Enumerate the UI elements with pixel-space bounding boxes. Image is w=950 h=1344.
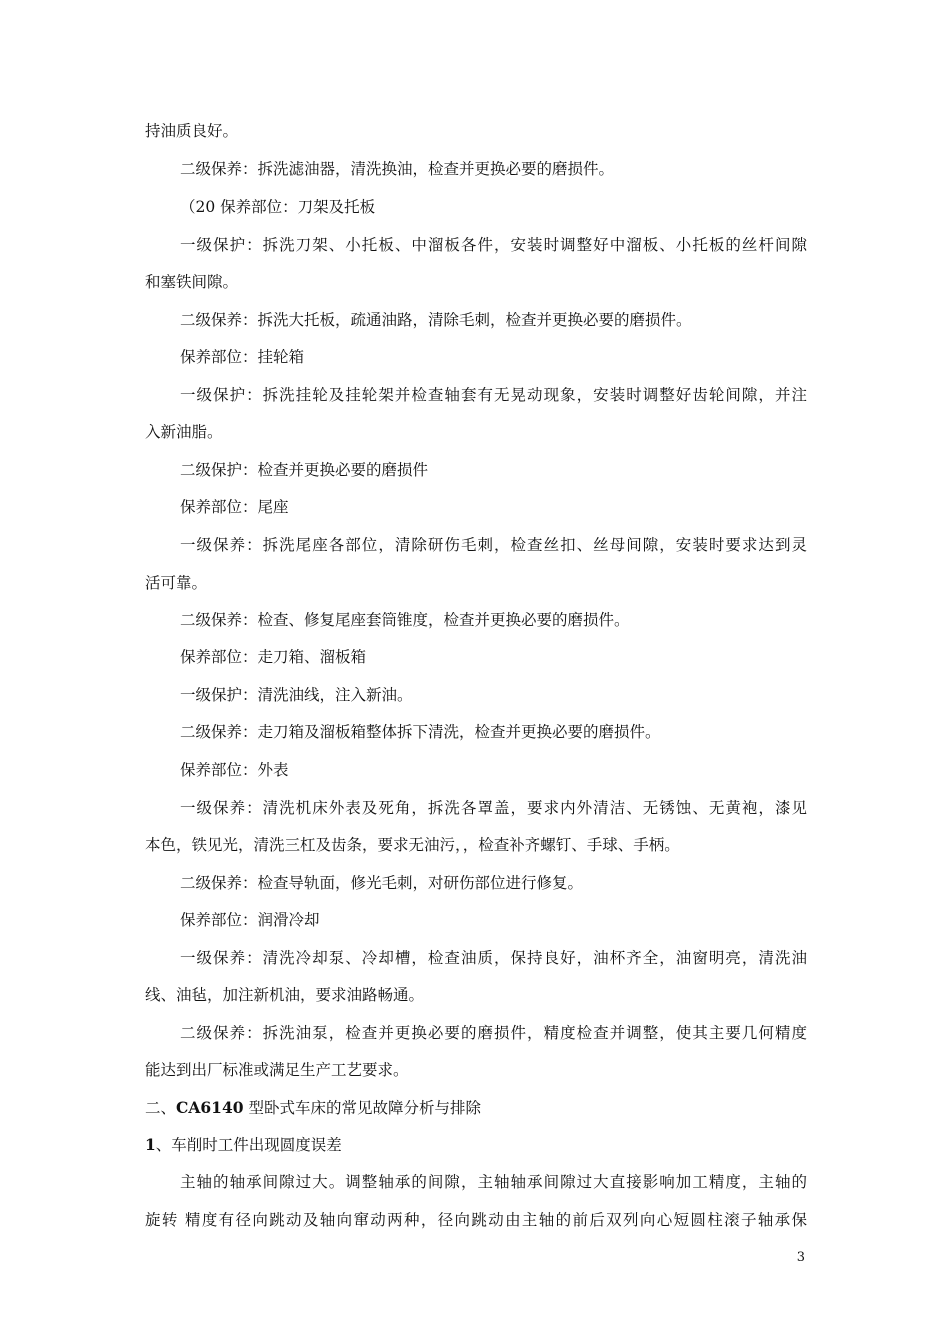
subsection-number: 1 — [145, 1135, 156, 1154]
text-line: （20 保养部位：刀架及托板 — [180, 198, 376, 216]
section-heading — [145, 1098, 481, 1118]
text-line: 二级保养：拆洗油泵，检查并更换必要的磨损件，精度检查并调整，使其主要几何精度 — [180, 1024, 807, 1042]
text-line: 入新油脂。 — [145, 423, 223, 441]
text-line: 一级保护：清洗油线，注入新油。 — [180, 686, 413, 704]
text-line: 二级保养：拆洗滤油器，清洗换油，检查并更换必要的磨损件。 — [180, 160, 615, 178]
model-number: CA6140 — [176, 1098, 244, 1117]
text-line: 能达到出厂标准或满足生产工艺要求。 — [145, 1061, 409, 1079]
section-prefix: 二、 — [145, 1099, 177, 1117]
text-line: 活可靠。 — [145, 574, 208, 592]
text-line: 一级保养：拆洗尾座各部位，清除研伤毛刺，检查丝扣、丝母间隙，安装时要求达到灵 — [180, 536, 807, 554]
text-line: 持油质良好。 — [145, 122, 239, 140]
text-line: 主轴的轴承间隙过大。调整轴承的间隙，主轴轴承间隙过大直接影响加工精度，主轴的 — [180, 1173, 807, 1191]
text-line: 保养部位：外表 — [180, 761, 289, 779]
text-line: 保养部位：走刀箱、溜板箱 — [180, 648, 367, 666]
text-line: 二级保养：检查、修复尾座套筒锥度，检查并更换必要的磨损件。 — [180, 611, 630, 629]
text-line: 二级保养：拆洗大托板，疏通油路，清除毛刺，检查并更换必要的磨损件。 — [180, 311, 692, 329]
text-line: 一级保护：拆洗挂轮及挂轮架并检查轴套有无晃动现象，安装时调整好齿轮间隙，并注 — [180, 386, 807, 404]
subsection-heading — [145, 1135, 342, 1155]
text-line: 保养部位：尾座 — [180, 498, 289, 516]
section-title: 型卧式车床的常见故障分析与排除 — [243, 1099, 481, 1117]
text-line: 二级保护：检查并更换必要的磨损件 — [180, 461, 429, 479]
text-line: 本色，铁见光，清洗三杠及齿条，要求无油污，，检查补齐螺钉、手球、手柄。 — [145, 836, 680, 854]
text-line: 线、油毡，加注新机油，要求油路畅通。 — [145, 986, 425, 1004]
text-line: 旋转 精度有径向跳动及轴向窜动两种，径向跳动由主轴的前后双列向心短圆柱滚子轴承保 — [145, 1211, 807, 1229]
text-line: 和塞铁间隙。 — [145, 273, 239, 291]
page-number: 3 — [796, 1250, 805, 1265]
text-line: 保养部位：润滑冷却 — [180, 911, 320, 929]
text-line: 一级保养：清洗机床外表及死角，拆洗各罩盖，要求内外清洁、无锈蚀、无黄袍，漆见 — [180, 799, 807, 817]
text-line: 保养部位：挂轮箱 — [180, 348, 305, 366]
text-line: 一级保护：拆洗刀架、小托板、中溜板各件，安装时调整好中溜板、小托板的丝杆间隙 — [180, 236, 807, 254]
text-line: 一级保养：清洗冷却泵、冷却槽，检查油质，保持良好，油杯齐全，油窗明亮，清洗油 — [180, 949, 807, 967]
subsection-title: 、车削时工件出现圆度误差 — [155, 1136, 342, 1154]
text-line: 二级保养：检查导轨面，修光毛刺，对研伤部位进行修复。 — [180, 874, 584, 892]
text-line: 二级保养：走刀箱及溜板箱整体拆下清洗，检查并更换必要的磨损件。 — [180, 723, 661, 741]
